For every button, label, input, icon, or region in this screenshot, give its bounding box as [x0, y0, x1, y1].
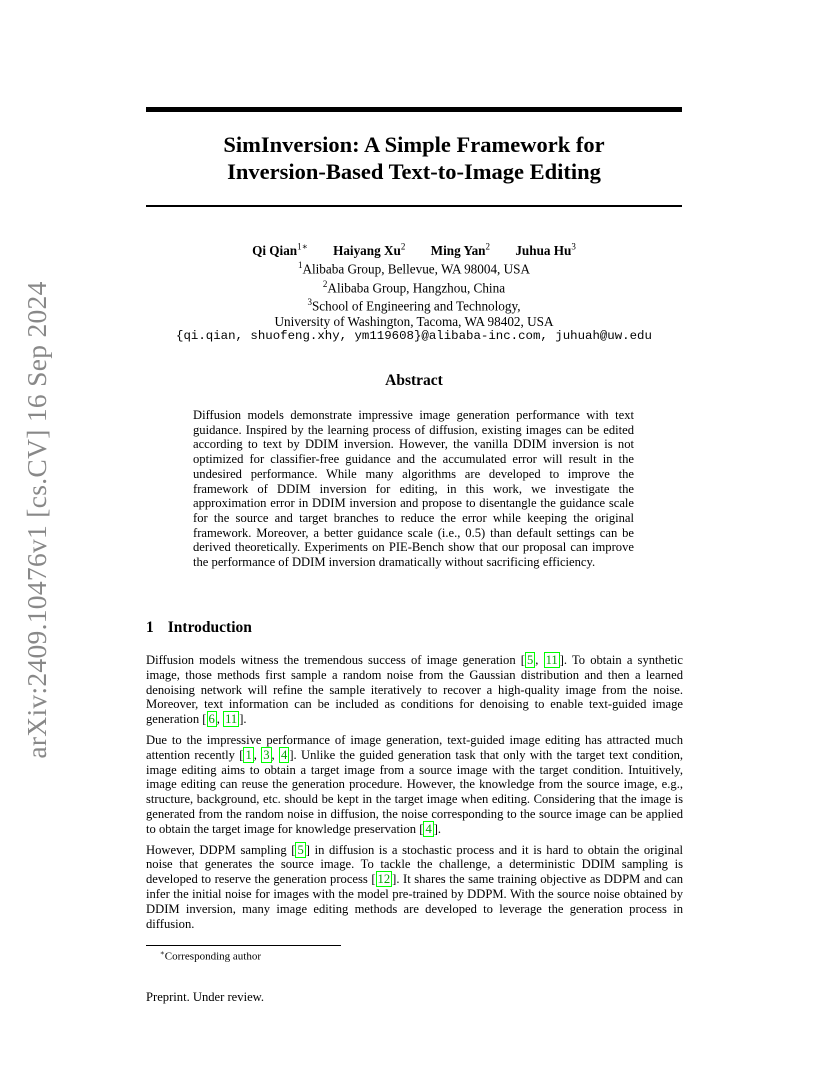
author: Juhua Hu$^3$ [515, 242, 576, 259]
preprint-note: Preprint. Under review. [146, 990, 265, 1004]
author: Ming Yan$^2$ [430, 242, 491, 259]
author: Qi Qian$^{1∗}$ [252, 242, 308, 259]
section-number: 1 [146, 619, 154, 636]
abstract-heading: Abstract [385, 372, 443, 389]
abstract-text: Diffusion models demonstrate impressive image generation performance with text guidance. Inspired by the learning process of diffusion, existing images can be edited according to text by DDIM inversion. However, the vanilla DDIM inversion is not optimized for classifier-free guidance and the accumulated error will result in the undesired performance. While many algorithms are developed to improve the framework of DDIM inversion for editing, in this work, we investigate the approximation error in DDIM inversion and propose to disentangle the guidance scale for the source and target branches to reduce the error while keeping the original framework. Moreover, a better guidance scale (i.e., 0.5) than default settings can be derived theoretically. Experiments on PIE-Bench show that our proposal can improve the performance of DDIM inversion dramatically without sacrificing efficiency. [193, 408, 634, 570]
citation-link[interactable]: 12 [377, 872, 391, 887]
citation-link[interactable]: 1 [245, 747, 252, 762]
title-bottom-rule [146, 205, 682, 207]
author-block [146, 240, 682, 344]
affiliation: $^2$Alibaba Group, Hangzhou, China [322, 278, 506, 296]
citation-link[interactable]: 11 [545, 653, 558, 667]
citation-link[interactable]: 4 [281, 747, 288, 762]
author-names [146, 240, 682, 258]
affiliation: University of Washington, Tacoma, WA 98402, USA [274, 313, 554, 329]
title-line: SimInversion: A Simple Framework for [223, 132, 605, 157]
paper-title [146, 131, 682, 185]
section-title: Introduction [167, 619, 252, 636]
affiliation: $^3$School of Engineering and Technology, [307, 297, 521, 314]
footnote-rule [146, 945, 341, 946]
section-heading [146, 619, 252, 637]
title-top-rule [146, 107, 682, 112]
footnote: ∗Corresponding author [160, 949, 261, 963]
citation-link[interactable]: 6 [208, 712, 215, 727]
citation-link[interactable]: 4 [425, 821, 432, 836]
citation-link[interactable]: 3 [263, 747, 270, 762]
citation-link[interactable]: 11 [225, 712, 238, 727]
affiliation: $^1$Alibaba Group, Bellevue, WA 98004, USA [297, 260, 531, 277]
arxiv-identifier: arXiv:2409.10476v1 [cs.CV] 16 Sep 2024 [21, 281, 52, 759]
introduction-body [146, 653, 683, 937]
citation-link[interactable]: 5 [297, 842, 304, 857]
body-paragraph: Due to the impressive performance of image generation, text-guided image editing has attracted much attention recently [ 1 , 3 , 4 ]. Unlike the guided generation task that only with the target text condition, image editing aims to obtain a target image from a source image with the target condition. Intuitively, image editing can reuse the generation procedure. However, the knowledge from the source image, e.g., structure, background, etc. should be kept in the target image when editing. Considering that the image is generated from the random noise in diffusion, the noise corresponding to the source image can be applied to obtain the target image for knowledge preservation [ 4 ]. [146, 732, 684, 836]
title-line: Inversion-Based Text-to-Image Editing [227, 159, 601, 184]
author: Haiyang Xu$^2$ [333, 242, 406, 259]
body-paragraph: However, DDPM sampling [ 5 ] in diffusion is a stochastic process and it is hard to obtain the original noise that generates the source image. To tackle the challenge, a deterministic DDIM sampling is developed to reserve the generation process [ 12 ]. It shares the same training objective as DDPM and can infer the initial noise for images with the model pre-trained by DDPM. With the source noise obtained by DDIM inversion, many image editing methods are developed to leverage the generation process in diffusion. [146, 842, 684, 931]
body-paragraph: Diffusion models witness the tremendous success of image generation [ 5 , 11 ]. To obtain a synthetic image, those methods first sample a random noise from the Gaussian distribution and then a learned denoising network will refine the sample iteratively to recover a high-quality image from the noise. Moreover, text information can be included as conditions for denoising to enable text-guided image generation [ 6 , 11 ]. [146, 653, 684, 727]
citation-link[interactable]: 5 [526, 653, 534, 667]
author-emails: {qi.qian, shuofeng.xhy, ym119608}@alibaba-inc.com, juhuah@uw.edu [176, 328, 652, 343]
